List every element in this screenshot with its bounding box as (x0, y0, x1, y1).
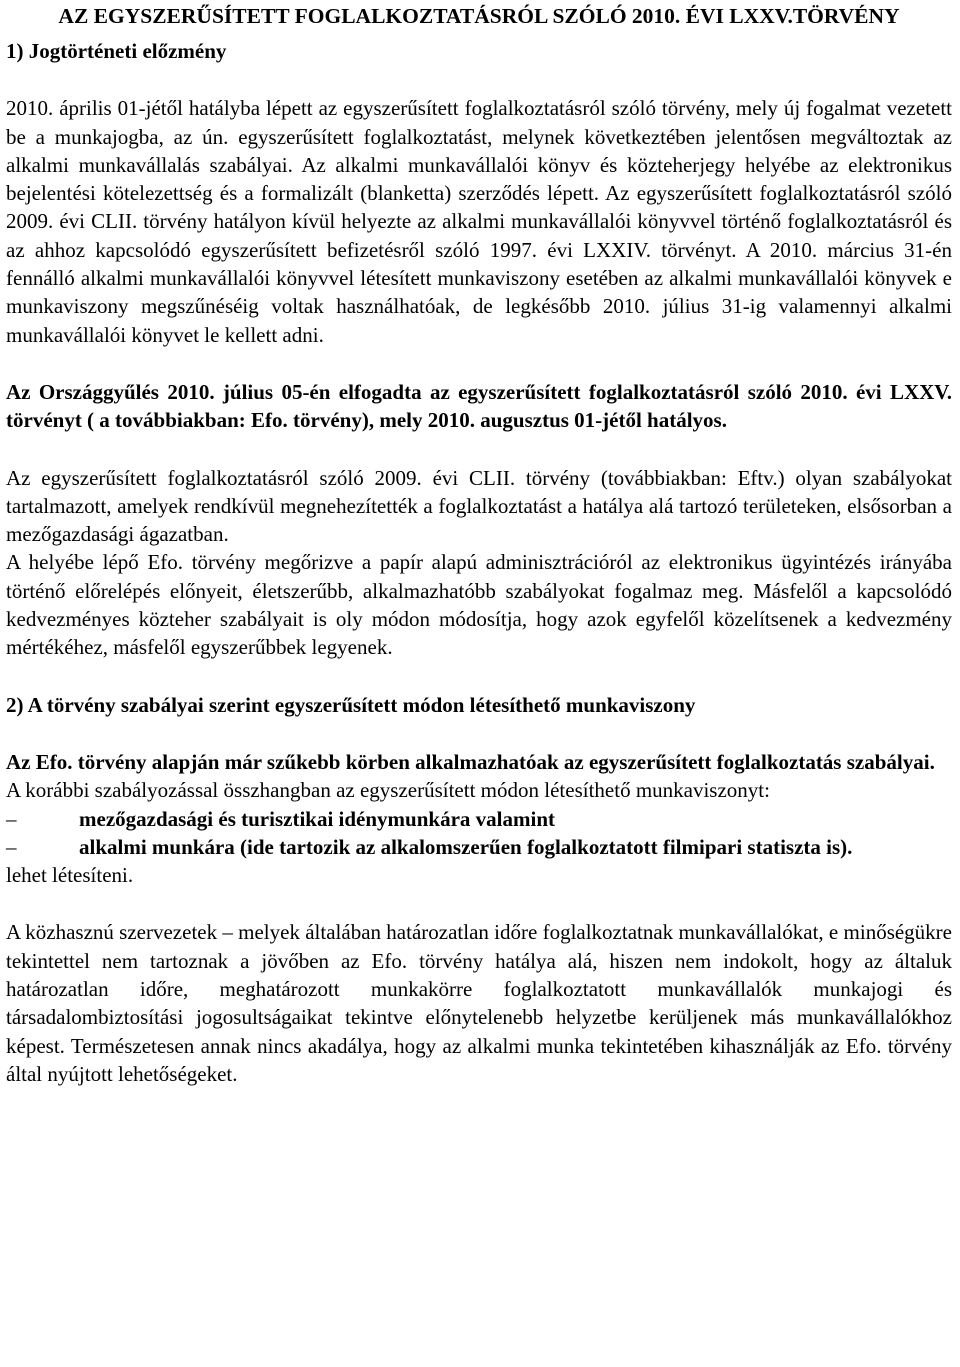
spacer (6, 662, 952, 691)
list-item (6, 833, 952, 861)
spacer (6, 349, 952, 378)
document-title: AZ EGYSZERŰSÍTETT FOGLALKOZTATÁSRÓL SZÓLÓ 2010. ÉVI LXXV.TÖRVÉNY (58, 4, 900, 28)
list-item (6, 805, 952, 833)
spacer (6, 435, 952, 464)
section-2-bold-intro: Az Efo. törvény alapján már szűkebb körben alkalmazhatóak az egyszerűsített foglalkoztatás szabályai. (6, 749, 935, 774)
section-2-heading: 2) A törvény szabályai szerint egyszerűsített módon létesíthető munkaviszony (6, 692, 696, 717)
section-2-intro: A korábbi szabályozással összhangban az egyszerűsített módon létesíthető munkaviszonyt: (6, 778, 770, 803)
list-item-text: mezőgazdasági és turisztikai idénymunkára valamint (79, 806, 555, 831)
employment-type-list (6, 805, 952, 862)
section-1-paragraph-2: Az egyszerűsített foglalkoztatásról szóló 2009. évi CLII. törvény (továbbiakban: Eftv.) olyan szabályokat tartalmazott, amelyek rendkívül megnehezítették a foglalkoztatást a hatálya alá tartozó területeken, elsősorban a mezőgazdasági ágazatban. (6, 465, 952, 547)
section-1-heading: 1) Jogtörténeti előzmény (6, 39, 227, 63)
list-item-text: alkalmi munkára (ide tartozik az alkalomszerűen foglalkoztatott filmipari statiszta is). (79, 834, 853, 859)
dash-bullet: – (6, 834, 17, 859)
spacer (6, 719, 952, 748)
section-2-outro: lehet létesíteni. (6, 863, 134, 888)
spacer (6, 65, 952, 94)
section-1-bold-paragraph: Az Országgyűlés 2010. július 05-én elfogadta az egyszerűsített foglalkoztatásról szóló 2010. évi LXXV. törvényt ( a továbbiakban: Efo. törvény), mely 2010. augusztus 01-jétől hatályos. (6, 379, 952, 433)
section-2-final-paragraph: A közhasznú szervezetek – melyek általában határozatlan időre foglalkoztatnak munkavállalókat, e minőségükre tekintettel nem tartoznak a jövőben az Efo. törvény hatálya alá, hiszen nem indokolt, hogy az általuk határozatlan időre, meghatározott munkakörre foglalkoztatott munkavállalók munkajogi és társadalombiztosítási jogosultságaikat tekintve előnytelenebb helyzetbe kerüljenek más munkavállalókhoz képest. Természetesen annak nincs akadálya, hogy az alkalmi munka tekintetében kihasználják az Efo. törvény által nyújtott lehetőségeket. (6, 920, 952, 1086)
section-1-paragraph-3: A helyébe lépő Efo. törvény megőrizve a papír alapú adminisztrációról az elektronikus ügyintézés irányába történő előrelépés előnyeit, életszerűbb, alkalmazhatóbb szabályokat fogalmaz meg. Másfelől a kapcsolódó kedvezményes közteher szabályait is oly módon módosítja, hogy azok egyfelől közelítsenek a kedvezmény mértékéhez, másfelől egyszerűbbek legyenek. (6, 550, 952, 660)
dash-bullet: – (6, 806, 17, 831)
section-1-paragraph-1: 2010. április 01-jétől hatályba lépett az egyszerűsített foglalkoztatásról szóló törvény, mely új fogalmat vezetett be a munkajogba, az ún. egyszerűsített foglalkoztatást, melynek következtében jelentősen megváltoztak az alkalmi munkavállalás szabályai. Az alkalmi munkavállalói könyv és közteherjegy helyébe az elektronikus bejelentési kötelezettség és a formalizált (blanketta) szerződés lépett. Az egyszerűsített foglalkoztatásról szóló 2009. évi CLII. törvény hatályon kívül helyezte az alkalmi munkavállalói könyvvel történő foglalkoztatásról és az ahhoz kapcsolódó egyszerűsített befizetésről szóló 1997. évi LXXIV. törvényt. A 2010. március 31-én fennálló alkalmi munkavállalói könyvvel létesített munkaviszony esetében az alkalmi munkavállalói könyvek e munkaviszony megszűnéséig voltak használhatóak, de legkésőbb 2010. július 31-ig valamennyi alkalmi munkavállalói könyvet le kellett adni. (6, 96, 952, 347)
spacer (6, 889, 952, 918)
